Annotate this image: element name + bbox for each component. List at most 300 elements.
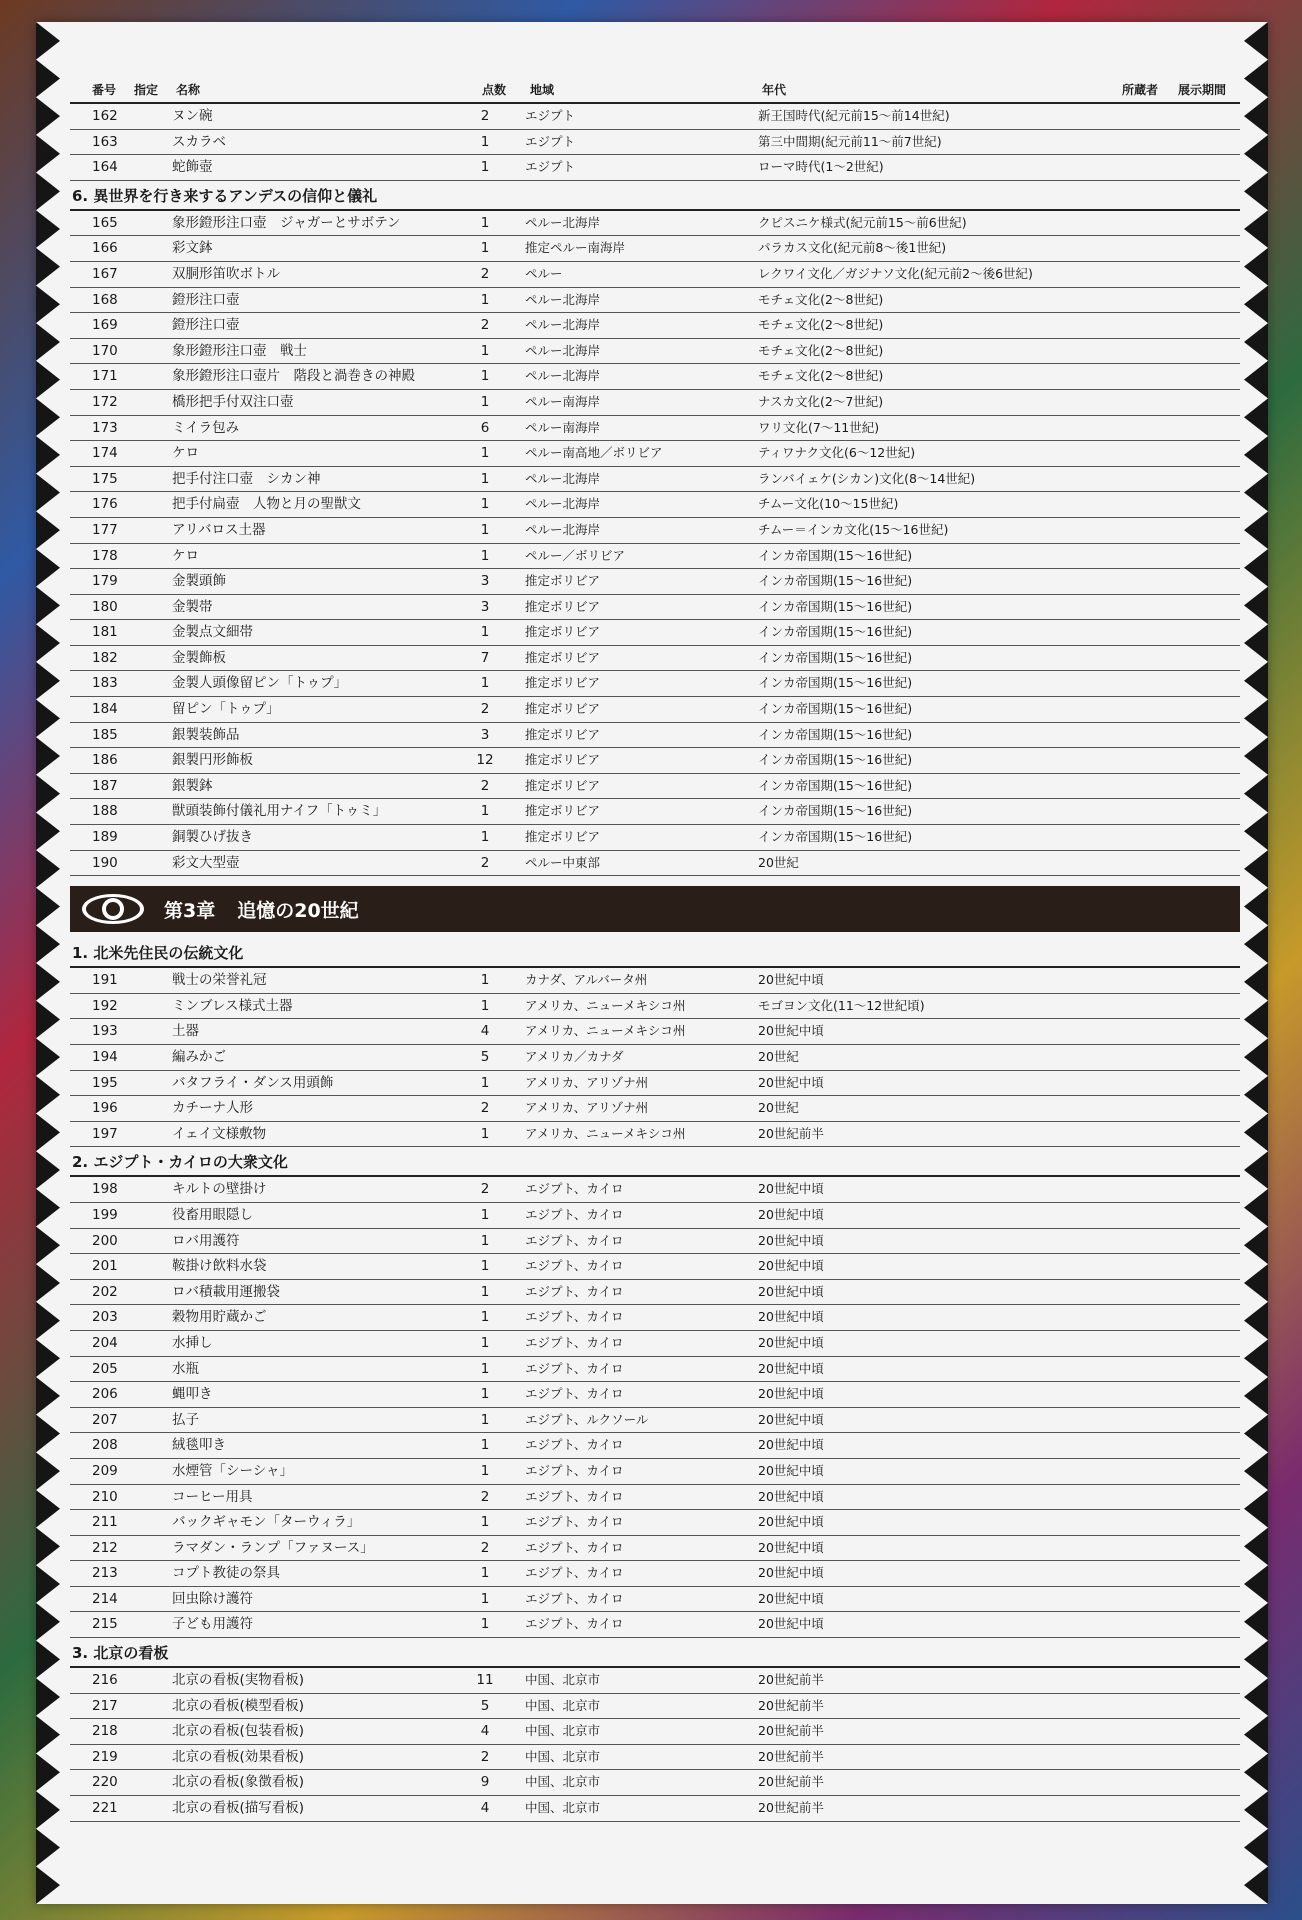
item-number: 162 <box>92 108 118 124</box>
item-region: 推定ボリビア <box>525 726 601 742</box>
item-period: 20世紀前半 <box>758 1774 824 1790</box>
item-count: 2 <box>480 854 490 871</box>
item-region: エジプト、カイロ <box>525 1232 624 1248</box>
table-row <box>70 671 1240 697</box>
item-name: ロバ積載用運搬袋 <box>172 1283 280 1300</box>
item-name: 北京の看板(実物看板) <box>172 1672 305 1689</box>
item-name: 水挿し <box>172 1334 213 1351</box>
item-period: 第三中間期(紀元前11～前7世紀) <box>758 133 942 149</box>
item-count: 1 <box>480 240 490 257</box>
item-name: 払子 <box>172 1411 199 1428</box>
item-region: 推定ボリビア <box>525 701 601 717</box>
table-row <box>70 130 1240 156</box>
item-name: スカラベ <box>172 133 226 150</box>
header-name: 名称 <box>176 83 201 97</box>
item-number: 172 <box>92 393 118 410</box>
header-num: 番号 <box>92 83 117 97</box>
item-count: 3 <box>480 598 490 615</box>
table-row <box>70 1305 1240 1331</box>
item-period: インカ帝国期(15～16世紀) <box>758 649 913 665</box>
item-name: バックギャモン「ターウィラ」 <box>172 1514 361 1531</box>
item-count: 1 <box>480 133 490 150</box>
header-exhibit-period: 展示期間 <box>1178 83 1227 97</box>
item-name: 戦士の栄誉礼冠 <box>172 972 267 989</box>
item-count: 1 <box>480 1590 490 1607</box>
item-region: 中国、北京市 <box>525 1672 601 1688</box>
table-row <box>70 1331 1240 1357</box>
item-number: 170 <box>92 342 118 359</box>
table-row <box>70 1536 1240 1562</box>
item-period: インカ帝国期(15～16世紀) <box>758 547 913 563</box>
item-count: 1 <box>480 291 490 308</box>
table-row <box>70 595 1240 621</box>
item-period: インカ帝国期(15～16世紀) <box>758 829 913 845</box>
item-region: ペルー北海岸 <box>525 317 601 333</box>
item-count: 1 <box>480 393 490 410</box>
table-row <box>70 1096 1240 1122</box>
table-body <box>70 104 1240 1822</box>
item-number: 173 <box>92 419 118 436</box>
item-name: キルトの壁掛け <box>172 1181 267 1198</box>
item-name: 獣頭装飾付儀礼用ナイフ「トゥミ」 <box>172 803 387 820</box>
item-name: 金製人頭像留ピン「トゥプ」 <box>172 675 348 692</box>
item-period: インカ帝国期(15～16世紀) <box>758 726 913 742</box>
item-period: 20世紀中頃 <box>758 1590 824 1606</box>
item-count: 1 <box>480 1232 490 1249</box>
table-row <box>70 799 1240 825</box>
table-row <box>70 236 1240 262</box>
item-name: 回虫除け護符 <box>172 1590 253 1607</box>
item-period: 20世紀中頃 <box>758 1616 824 1632</box>
item-name: イェイ文様敷物 <box>172 1125 267 1142</box>
table-row <box>70 416 1240 442</box>
item-name: ヌン碗 <box>172 108 213 124</box>
item-region: ペルー北海岸 <box>525 470 601 486</box>
item-count: 1 <box>480 1565 490 1582</box>
item-number: 194 <box>92 1049 118 1065</box>
item-name: 鞍掛け飲料水袋 <box>172 1258 267 1275</box>
item-period: ワリ文化(7～11世紀) <box>758 419 880 435</box>
item-count: 2 <box>480 701 490 718</box>
item-count: 1 <box>480 1334 490 1351</box>
item-period: インカ帝国期(15～16世紀) <box>758 752 913 768</box>
item-count: 7 <box>480 649 490 666</box>
item-name: 水瓶 <box>172 1360 199 1377</box>
item-number: 166 <box>92 240 118 257</box>
item-number: 217 <box>92 1697 118 1714</box>
table-row <box>70 1745 1240 1771</box>
item-count: 1 <box>480 1258 490 1275</box>
item-name: 蛇飾壺 <box>172 159 213 176</box>
table-row <box>70 1433 1240 1459</box>
item-number: 218 <box>92 1723 118 1740</box>
chapter-banner <box>70 886 1240 932</box>
item-number: 175 <box>92 470 118 487</box>
table-row <box>70 1382 1240 1408</box>
item-period: モチェ文化(2～8世紀) <box>758 342 884 358</box>
item-region: アメリカ、アリゾナ州 <box>525 1074 649 1090</box>
item-name: 鐙形注口壺 <box>172 317 240 334</box>
item-period: 20世紀中頃 <box>758 1283 824 1299</box>
item-name: 蝿叩き <box>172 1386 213 1403</box>
item-period: 20世紀前半 <box>758 1125 824 1141</box>
item-name: 留ピン「トゥプ」 <box>172 701 280 718</box>
item-count: 1 <box>480 1360 490 1377</box>
item-period: 20世紀 <box>758 1049 799 1064</box>
item-number: 180 <box>92 598 118 615</box>
item-number: 201 <box>92 1258 118 1275</box>
item-name: 橋形把手付双注口壺 <box>172 393 294 410</box>
item-period: 20世紀中頃 <box>758 1181 824 1197</box>
item-period: 20世紀中頃 <box>758 1488 824 1504</box>
item-number: 213 <box>92 1565 118 1582</box>
item-count: 1 <box>480 803 490 820</box>
item-period: 20世紀前半 <box>758 1672 824 1688</box>
table-row <box>70 364 1240 390</box>
exhibit-list <box>70 68 1240 1822</box>
item-period: 20世紀中頃 <box>758 972 824 988</box>
table-row <box>70 723 1240 749</box>
table-row <box>70 1719 1240 1745</box>
item-number: 183 <box>92 675 118 692</box>
table-row <box>70 994 1240 1020</box>
item-count: 1 <box>480 997 490 1014</box>
item-name: 彩文大型壺 <box>172 854 240 871</box>
item-region: ペルー中東部 <box>525 854 601 870</box>
item-count: 6 <box>480 419 490 436</box>
section-heading: 3. 北京の看板 <box>70 1638 1240 1668</box>
table-row <box>70 774 1240 800</box>
item-region: 推定ボリビア <box>525 675 601 691</box>
item-count: 5 <box>480 1697 490 1714</box>
table-row <box>70 697 1240 723</box>
table-row <box>70 1203 1240 1229</box>
item-name: 北京の看板(描写看板) <box>172 1800 305 1817</box>
item-count: 2 <box>480 1539 490 1556</box>
table-row <box>70 1694 1240 1720</box>
item-period: 20世紀中頃 <box>758 1258 824 1274</box>
table-row <box>70 1561 1240 1587</box>
item-region: 推定ボリビア <box>525 624 601 640</box>
item-region: 中国、北京市 <box>525 1697 601 1713</box>
table-row <box>70 1019 1240 1045</box>
item-number: 189 <box>92 829 118 846</box>
item-period: 20世紀中頃 <box>758 1309 824 1325</box>
item-number: 164 <box>92 159 118 176</box>
table-row <box>70 1668 1240 1694</box>
item-period: インカ帝国期(15～16世紀) <box>758 675 913 691</box>
item-name: 把手付扁壺 人物と月の聖獣文 <box>172 496 361 513</box>
item-count: 1 <box>480 624 490 641</box>
table-row <box>70 1122 1240 1148</box>
item-count: 2 <box>480 108 490 124</box>
item-number: 174 <box>92 445 118 462</box>
item-count: 1 <box>480 1309 490 1326</box>
item-count: 1 <box>480 470 490 487</box>
item-number: 178 <box>92 547 118 564</box>
header-owner: 所蔵者 <box>1122 83 1159 97</box>
item-period: インカ帝国期(15～16世紀) <box>758 803 913 819</box>
item-region: ペルー／ボリビア <box>525 547 626 563</box>
item-name: 象形鐙形注口壺 戦士 <box>172 342 307 359</box>
item-number: 206 <box>92 1386 118 1403</box>
item-count: 1 <box>480 1462 490 1479</box>
item-region: 推定ボリビア <box>525 829 601 845</box>
item-period: ナスカ文化(2～7世紀) <box>758 393 884 409</box>
item-name: 北京の看板(象徴看板) <box>172 1774 305 1791</box>
item-period: インカ帝国期(15～16世紀) <box>758 777 913 793</box>
item-count: 2 <box>480 265 490 282</box>
item-region: アメリカ、ニューメキシコ州 <box>525 1023 686 1039</box>
item-count: 1 <box>480 547 490 564</box>
item-number: 208 <box>92 1437 118 1454</box>
item-name: 役畜用眼隠し <box>172 1206 253 1223</box>
item-name: 北京の看板(効果看板) <box>172 1748 305 1765</box>
table-row <box>70 518 1240 544</box>
item-region: ペルー北海岸 <box>525 521 601 537</box>
table-row <box>70 1045 1240 1071</box>
table-row <box>70 748 1240 774</box>
item-region: アメリカ、アリゾナ州 <box>525 1100 649 1116</box>
table-row <box>70 339 1240 365</box>
item-name: 象形鐙形注口壺 ジャガーとサボテン <box>172 214 401 231</box>
item-region: ペルー北海岸 <box>525 368 601 384</box>
item-number: 211 <box>92 1514 118 1531</box>
item-count: 2 <box>480 317 490 334</box>
item-number: 171 <box>92 368 118 385</box>
header-designation: 指定 <box>134 83 159 97</box>
item-period: 20世紀中頃 <box>758 1023 824 1039</box>
item-region: エジプト <box>525 108 576 123</box>
item-name: 彩文鉢 <box>172 240 213 257</box>
item-region: アメリカ、ニューメキシコ州 <box>525 1125 686 1141</box>
item-count: 1 <box>480 1283 490 1300</box>
item-count: 1 <box>480 829 490 846</box>
item-number: 195 <box>92 1074 118 1091</box>
item-number: 165 <box>92 214 118 231</box>
item-number: 192 <box>92 997 118 1014</box>
item-number: 219 <box>92 1748 118 1765</box>
table-row <box>70 313 1240 339</box>
item-region: エジプト、カイロ <box>525 1181 624 1197</box>
item-name: 絨毯叩き <box>172 1437 226 1454</box>
item-count: 3 <box>480 726 490 743</box>
item-period: チムー＝インカ文化(15～16世紀) <box>758 521 949 537</box>
item-region: エジプト、カイロ <box>525 1206 624 1222</box>
section-heading: 1. 北米先住民の伝統文化 <box>70 938 1240 968</box>
item-region: エジプト <box>525 159 576 175</box>
item-period: ローマ時代(1～2世紀) <box>758 159 884 175</box>
section-heading: 2. エジプト・カイロの大衆文化 <box>70 1147 1240 1177</box>
header-region: 地域 <box>530 83 555 97</box>
item-region: 推定ボリビア <box>525 777 601 793</box>
item-region: エジプト、カイロ <box>525 1462 624 1478</box>
item-period: インカ帝国期(15～16世紀) <box>758 598 913 614</box>
item-period: ティワナク文化(6～12世紀) <box>758 445 916 461</box>
table-row <box>70 1770 1240 1796</box>
item-count: 1 <box>480 1206 490 1223</box>
item-period: チムー文化(10～15世紀) <box>758 496 899 512</box>
item-name: 銀製装飾品 <box>172 726 240 743</box>
table-row <box>70 1485 1240 1511</box>
item-name: コプト教徒の祭具 <box>172 1565 280 1582</box>
item-number: 210 <box>92 1488 118 1505</box>
item-number: 182 <box>92 649 118 666</box>
item-period: インカ帝国期(15～16世紀) <box>758 573 913 589</box>
item-count: 1 <box>480 496 490 513</box>
item-number: 185 <box>92 726 118 743</box>
item-count: 9 <box>480 1774 490 1791</box>
item-region: ペルー北海岸 <box>525 214 601 230</box>
item-count: 1 <box>480 675 490 692</box>
item-number: 200 <box>92 1232 118 1249</box>
item-period: レクワイ文化／ガジナソ文化(紀元前2～後6世紀) <box>758 265 1033 281</box>
item-count: 5 <box>480 1049 490 1065</box>
table-row <box>70 155 1240 181</box>
item-region: 推定ボリビア <box>525 803 601 819</box>
item-period: 20世紀中頃 <box>758 1360 824 1376</box>
table-row <box>70 1796 1240 1822</box>
item-period: 20世紀中頃 <box>758 1539 824 1555</box>
item-period: クピスニケ様式(紀元前15～前6世紀) <box>758 214 967 230</box>
item-region: ペルー北海岸 <box>525 291 601 307</box>
item-period: モチェ文化(2～8世紀) <box>758 368 884 384</box>
item-period: パラカス文化(紀元前8～後1世紀) <box>758 240 947 256</box>
item-number: 167 <box>92 265 118 282</box>
item-name: 水煙管「シーシャ」 <box>172 1462 293 1479</box>
item-period: 20世紀前半 <box>758 1723 824 1739</box>
item-region: エジプト、カイロ <box>525 1539 624 1555</box>
item-number: 190 <box>92 854 118 871</box>
item-region: エジプト、カイロ <box>525 1616 624 1632</box>
item-name: 穀物用貯蔵かご <box>172 1309 267 1326</box>
item-name: 北京の看板(包装看板) <box>172 1723 305 1740</box>
item-name: ケロ <box>172 445 199 462</box>
chapter-title: 追憶の20世紀 <box>237 899 359 922</box>
item-name: 北京の看板(模型看板) <box>172 1697 305 1714</box>
item-name: 金製点文細帯 <box>172 624 253 641</box>
item-name: 把手付注口壺 シカン神 <box>172 470 321 487</box>
item-number: 163 <box>92 133 118 150</box>
item-period: インカ帝国期(15～16世紀) <box>758 624 913 640</box>
table-row <box>70 1071 1240 1097</box>
table-row <box>70 825 1240 851</box>
item-count: 4 <box>480 1723 490 1740</box>
item-region: エジプト、カイロ <box>525 1514 624 1530</box>
item-count: 2 <box>480 777 490 794</box>
item-count: 12 <box>476 752 494 769</box>
item-period: 20世紀中頃 <box>758 1514 824 1530</box>
item-region: エジプト、カイロ <box>525 1488 624 1504</box>
item-number: 188 <box>92 803 118 820</box>
item-name: 銀製円形飾板 <box>172 752 253 769</box>
item-number: 168 <box>92 291 118 308</box>
item-count: 1 <box>480 159 490 176</box>
table-row <box>70 1177 1240 1203</box>
item-period: 20世紀前半 <box>758 1748 824 1764</box>
item-count: 4 <box>480 1800 490 1817</box>
item-number: 193 <box>92 1023 118 1040</box>
table-row <box>70 646 1240 672</box>
item-period: 20世紀中頃 <box>758 1074 824 1090</box>
item-number: 179 <box>92 573 118 590</box>
table-row <box>70 288 1240 314</box>
item-count: 4 <box>480 1023 490 1040</box>
item-count: 1 <box>480 368 490 385</box>
item-count: 1 <box>480 521 490 538</box>
item-region: ペルー <box>525 265 563 281</box>
table-row <box>70 1587 1240 1613</box>
item-region: ペルー南海岸 <box>525 393 601 409</box>
item-period: 新王国時代(紀元前15～前14世紀) <box>758 108 950 123</box>
item-region: エジプト、カイロ <box>525 1565 624 1581</box>
item-period: モチェ文化(2～8世紀) <box>758 291 884 307</box>
item-count: 1 <box>480 1616 490 1633</box>
item-region: ペルー北海岸 <box>525 342 601 358</box>
item-count: 3 <box>480 573 490 590</box>
item-count: 1 <box>480 214 490 231</box>
item-count: 2 <box>480 1100 490 1117</box>
item-region: エジプト、カイロ <box>525 1386 624 1402</box>
item-region: 中国、北京市 <box>525 1723 601 1739</box>
item-number: 198 <box>92 1181 118 1198</box>
item-count: 1 <box>480 445 490 462</box>
item-number: 220 <box>92 1774 118 1791</box>
item-region: 中国、北京市 <box>525 1748 601 1764</box>
table-row <box>70 1280 1240 1306</box>
item-count: 1 <box>480 1514 490 1531</box>
table-row <box>70 968 1240 994</box>
table-row <box>70 544 1240 570</box>
item-region: 推定ペルー南海岸 <box>525 240 626 256</box>
item-period: 20世紀中頃 <box>758 1462 824 1478</box>
item-count: 1 <box>480 1074 490 1091</box>
item-count: 2 <box>480 1181 490 1198</box>
item-count: 1 <box>480 972 490 989</box>
item-number: 197 <box>92 1125 118 1142</box>
item-region: 推定ボリビア <box>525 752 601 768</box>
item-count: 2 <box>480 1488 490 1505</box>
item-number: 176 <box>92 496 118 513</box>
item-name: ラマダン・ランプ「ファヌース」 <box>172 1539 374 1556</box>
item-count: 1 <box>480 1437 490 1454</box>
item-name: 金製頭飾 <box>172 573 226 590</box>
chapter-number: 第3章 <box>164 899 216 922</box>
item-count: 2 <box>480 1748 490 1765</box>
item-region: エジプト、ルクソール <box>525 1411 649 1427</box>
item-name: 双胴形笛吹ボトル <box>172 265 280 282</box>
item-region: ペルー北海岸 <box>525 496 601 512</box>
item-region: エジプト、カイロ <box>525 1437 624 1453</box>
item-number: 204 <box>92 1334 118 1351</box>
table-row <box>70 211 1240 237</box>
item-number: 203 <box>92 1309 118 1326</box>
table-row <box>70 569 1240 595</box>
item-name: バタフライ・ダンス用頭飾 <box>172 1074 334 1091</box>
item-name: 銅製ひげ抜き <box>172 829 253 846</box>
item-period: 20世紀中頃 <box>758 1206 824 1222</box>
item-period: 20世紀前半 <box>758 1697 824 1713</box>
item-period: モチェ文化(2～8世紀) <box>758 317 884 333</box>
item-period: 20世紀中頃 <box>758 1411 824 1427</box>
item-period: 20世紀前半 <box>758 1800 824 1816</box>
table-row <box>70 441 1240 467</box>
item-number: 209 <box>92 1462 118 1479</box>
item-number: 202 <box>92 1283 118 1300</box>
item-region: アメリカ／カナダ <box>525 1049 624 1064</box>
table-row <box>70 1510 1240 1536</box>
column-header <box>70 68 1240 104</box>
